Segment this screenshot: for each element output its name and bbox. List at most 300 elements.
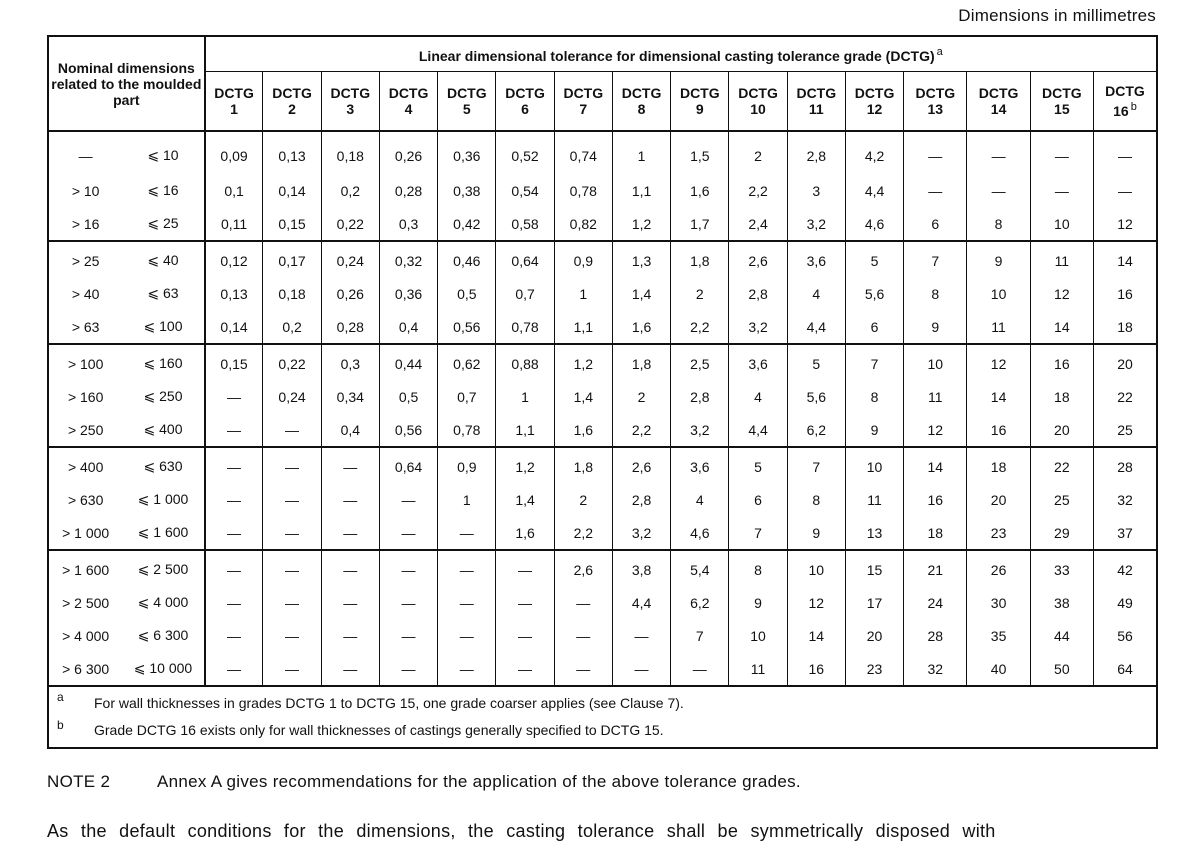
nominal-lower-bound: > 250 (67, 421, 104, 438)
tolerance-cell-dctg-5: — (438, 586, 496, 619)
tolerance-cell-dctg-13: 7 (904, 241, 967, 277)
tolerance-cell-dctg-10: 3,2 (729, 310, 787, 344)
tolerance-cell-dctg-9: 2,5 (671, 344, 729, 380)
tolerance-cell-dctg-7: 0,78 (554, 174, 612, 207)
grade-number: 11 (808, 101, 824, 117)
grade-number: 9 (695, 101, 704, 117)
tolerance-cell-dctg-9: 2,2 (671, 310, 729, 344)
tolerance-cell-dctg-6: — (496, 652, 554, 686)
tolerance-cell-dctg-10: 2,2 (729, 174, 787, 207)
tolerance-cell-dctg-1: 0,12 (205, 241, 263, 277)
tolerance-cell-dctg-15: 22 (1030, 447, 1093, 483)
tolerance-cell-dctg-1: — (205, 550, 263, 586)
grade-prefix: DCTG (505, 85, 545, 101)
tolerance-cell-dctg-13: 32 (904, 652, 967, 686)
tolerance-cell-dctg-16: — (1093, 131, 1157, 174)
tolerance-cell-dctg-12: 8 (845, 380, 903, 413)
tolerance-cell-dctg-7: 0,82 (554, 207, 612, 241)
tolerance-cell-dctg-12: 5,6 (845, 277, 903, 310)
tolerance-cell-dctg-14: 11 (967, 310, 1030, 344)
grade-number: 10 (750, 101, 766, 117)
nominal-lower-bound: > 160 (67, 388, 104, 405)
tolerance-cell-dctg-10: 6 (729, 483, 787, 516)
table-row (48, 516, 1157, 550)
tolerance-cell-dctg-16: 14 (1093, 241, 1157, 277)
tolerance-cell-dctg-9: 3,6 (671, 447, 729, 483)
tolerance-cell-dctg-3: — (321, 516, 379, 550)
tolerance-cell-dctg-7: — (554, 652, 612, 686)
grade-prefix: DCTG (272, 85, 312, 101)
nominal-lower-bound: > 40 (71, 285, 100, 302)
note-text: Annex A gives recommendations for the application of the above tolerance grades. (157, 772, 801, 791)
tolerance-cell-dctg-14: 23 (967, 516, 1030, 550)
footnote-text: For wall thicknesses in grades DCTG 1 to DCTG 15, one grade coarser applies (see Clause 7). (94, 695, 684, 711)
nominal-lower-bound: > 6 300 (62, 660, 110, 677)
tolerance-cell-dctg-13: 16 (904, 483, 967, 516)
tolerance-cell-dctg-2: — (263, 652, 321, 686)
note-2 (47, 772, 801, 792)
tolerance-cell-dctg-11: 2,8 (787, 131, 845, 174)
tolerance-cell-dctg-5: 0,7 (438, 380, 496, 413)
nominal-upper-bound: ⩽ 63 (147, 285, 179, 301)
tolerance-cell-dctg-14: 14 (967, 380, 1030, 413)
tolerance-cell-dctg-4: — (379, 652, 437, 686)
tolerance-cell-dctg-11: 12 (787, 586, 845, 619)
tolerance-cell-dctg-5: 0,42 (438, 207, 496, 241)
tolerance-cell-dctg-4: 0,3 (379, 207, 437, 241)
tolerance-cell-dctg-16: 18 (1093, 310, 1157, 344)
tolerance-cell-dctg-5: — (438, 550, 496, 586)
tolerance-cell-dctg-13: — (904, 174, 967, 207)
tolerance-cell-dctg-4: 0,56 (379, 413, 437, 447)
grade-prefix: DCTG (214, 85, 254, 101)
tolerance-cell-dctg-13: 12 (904, 413, 967, 447)
tolerance-cell-dctg-8: 1,8 (612, 344, 670, 380)
tolerance-cell-dctg-11: 14 (787, 619, 845, 652)
linear-tolerance-title (205, 36, 1157, 72)
grade-prefix: DCTG (854, 85, 895, 101)
grade-prefix: DCTG (621, 85, 662, 101)
footnote-ref-b: b (1130, 101, 1137, 113)
grade-prefix: DCTG (1042, 85, 1082, 101)
table-row (48, 652, 1157, 686)
nominal-dimensions-header: Nominal dimensions related to the moulded part (48, 36, 205, 131)
tolerance-cell-dctg-13: — (904, 131, 967, 174)
tolerance-cell-dctg-5: 0,78 (438, 413, 496, 447)
tolerance-cell-dctg-12: 5 (845, 241, 903, 277)
tolerance-cell-dctg-4: 0,4 (379, 310, 437, 344)
tolerance-cell-dctg-5: — (438, 652, 496, 686)
tolerance-table (47, 35, 1158, 749)
tolerance-cell-dctg-5: 0,46 (438, 241, 496, 277)
tolerance-cell-dctg-7: — (554, 586, 612, 619)
tolerance-cell-dctg-12: 11 (845, 483, 903, 516)
table-row (48, 241, 1157, 277)
tolerance-cell-dctg-9: 5,4 (671, 550, 729, 586)
tolerance-cell-dctg-7: 2,2 (554, 516, 612, 550)
grade-prefix: DCTG (563, 85, 604, 101)
nominal-upper-bound: ⩽ 2 500 (122, 550, 204, 586)
tolerance-cell-dctg-2: — (263, 550, 321, 586)
tolerance-cell-dctg-4: — (379, 550, 437, 586)
tolerance-cell-dctg-2: — (263, 516, 321, 550)
tolerance-cell-dctg-12: 23 (845, 652, 903, 686)
tolerance-cell-dctg-2: — (263, 447, 321, 483)
nominal-lower-bound: > 1 000 (62, 524, 110, 541)
footnote-b (48, 714, 1157, 748)
tolerance-cell-dctg-3: — (321, 586, 379, 619)
tolerance-cell-dctg-12: 10 (845, 447, 903, 483)
footnote-text: Grade DCTG 16 exists only for wall thicknesses of castings generally specified to DCTG 15. (94, 722, 664, 738)
tolerance-cell-dctg-5: 0,36 (438, 131, 496, 174)
tolerance-cell-dctg-14: 18 (967, 447, 1030, 483)
tolerance-cell-dctg-6: 1,1 (496, 413, 554, 447)
tolerance-cell-dctg-1: — (205, 447, 263, 483)
tolerance-cell-dctg-7: 1,2 (554, 344, 612, 380)
tolerance-cell-dctg-4: 0,28 (379, 174, 437, 207)
grade-number: 5 (462, 101, 471, 117)
tolerance-cell-dctg-10: 8 (729, 550, 787, 586)
tolerance-cell-dctg-7: 2 (554, 483, 612, 516)
grade-number: 3 (346, 101, 355, 117)
grade-number: 6 (521, 101, 529, 117)
tolerance-cell-dctg-12: 9 (845, 413, 903, 447)
grade-number: 8 (637, 101, 646, 117)
tolerance-cell-dctg-4: — (379, 483, 437, 516)
tolerance-cell-dctg-2: 0,24 (263, 380, 321, 413)
tolerance-cell-dctg-7: 0,9 (554, 241, 612, 277)
tolerance-cell-dctg-15: — (1030, 131, 1093, 174)
tolerance-cell-dctg-8: 2,6 (612, 447, 670, 483)
tolerance-cell-dctg-14: 9 (967, 241, 1030, 277)
tolerance-cell-dctg-11: 8 (787, 483, 845, 516)
tolerance-cell-dctg-16: 42 (1093, 550, 1157, 586)
grade-header-dctg-6 (496, 72, 554, 132)
tolerance-cell-dctg-9: 6,2 (671, 586, 729, 619)
grade-header-dctg-3 (321, 72, 379, 132)
tolerance-cell-dctg-5: 1 (438, 483, 496, 516)
nominal-lower-bound: — (78, 147, 93, 164)
tolerance-cell-dctg-11: 3,6 (787, 241, 845, 277)
nominal-upper-bound: ⩽ 1 000 (137, 491, 189, 507)
tolerance-cell-dctg-12: 4,2 (845, 131, 903, 174)
tolerance-cell-dctg-13: 6 (904, 207, 967, 241)
tolerance-cell-dctg-12: 4,6 (845, 207, 903, 241)
tolerance-cell-dctg-14: 12 (967, 344, 1030, 380)
tolerance-cell-dctg-3: — (321, 483, 379, 516)
tolerance-cell-dctg-16: 32 (1093, 483, 1157, 516)
tolerance-cell-dctg-16: 20 (1093, 344, 1157, 380)
nominal-lower-bound: > 16 (71, 215, 100, 232)
grade-number: 1 (230, 101, 238, 117)
tolerance-cell-dctg-3: 0,4 (321, 413, 379, 447)
table-row (48, 483, 1157, 516)
tolerance-cell-dctg-13: 11 (904, 380, 967, 413)
tolerance-cell-dctg-10: 7 (729, 516, 787, 550)
tolerance-cell-dctg-11: 3,2 (787, 207, 845, 241)
nominal-upper-bound: ⩽ 160 (122, 344, 204, 380)
tolerance-cell-dctg-4: 0,36 (379, 277, 437, 310)
grade-number: 4 (404, 101, 413, 117)
tolerance-cell-dctg-6: 1,6 (496, 516, 554, 550)
tolerance-cell-dctg-2: 0,18 (263, 277, 321, 310)
tolerance-cell-dctg-12: 6 (845, 310, 903, 344)
tolerance-cell-dctg-15: 33 (1030, 550, 1093, 586)
tolerance-cell-dctg-10: 9 (729, 586, 787, 619)
tolerance-cell-dctg-5: 0,9 (438, 447, 496, 483)
nominal-lower-bound: > 4 000 (62, 627, 110, 644)
tolerance-cell-dctg-9: 7 (671, 619, 729, 652)
grade-header-dctg-16 (1093, 72, 1157, 132)
tolerance-cell-dctg-9: 1,6 (671, 174, 729, 207)
tolerance-cell-dctg-14: 40 (967, 652, 1030, 686)
nominal-upper-bound: ⩽ 6 300 (137, 627, 189, 643)
tolerance-cell-dctg-9: 4 (671, 483, 729, 516)
tolerance-cell-dctg-4: 0,64 (379, 447, 437, 483)
grade-header-dctg-10 (729, 72, 787, 132)
tolerance-cell-dctg-1: — (205, 516, 263, 550)
tolerance-cell-dctg-3: — (321, 447, 379, 483)
nominal-lower-bound: > 63 (71, 318, 100, 335)
tolerance-cell-dctg-14: 35 (967, 619, 1030, 652)
tolerance-cell-dctg-16: 64 (1093, 652, 1157, 686)
grade-number: 13 (927, 101, 944, 117)
table-row (48, 413, 1157, 447)
nominal-lower-bound: > 1 600 (48, 550, 122, 586)
tolerance-cell-dctg-11: 7 (787, 447, 845, 483)
grade-header-dctg-8 (612, 72, 670, 132)
nominal-upper-bound: ⩽ 4 000 (137, 594, 189, 610)
tolerance-cell-dctg-13: 9 (904, 310, 967, 344)
footnote-label: b (57, 718, 64, 732)
tolerance-cell-dctg-10: 2,4 (729, 207, 787, 241)
table-row (48, 131, 1157, 174)
tolerance-cell-dctg-7: 1 (554, 277, 612, 310)
tolerance-cell-dctg-13: 24 (904, 586, 967, 619)
nominal-upper-bound: ⩽ 100 (143, 318, 183, 334)
tolerance-cell-dctg-11: 16 (787, 652, 845, 686)
tolerance-cell-dctg-1: 0,13 (205, 277, 263, 310)
grade-prefix: DCTG (446, 85, 487, 101)
tolerance-cell-dctg-2: 0,2 (263, 310, 321, 344)
grade-header-dctg-4 (379, 72, 437, 132)
grade-prefix: DCTG (330, 85, 371, 101)
tolerance-cell-dctg-5: 0,38 (438, 174, 496, 207)
tolerance-cell-dctg-4: 0,26 (379, 131, 437, 174)
tolerance-cell-dctg-1: — (205, 380, 263, 413)
tolerance-cell-dctg-2: 0,14 (263, 174, 321, 207)
tolerance-cell-dctg-11: 5,6 (787, 380, 845, 413)
tolerance-cell-dctg-11: 4,4 (787, 310, 845, 344)
nominal-upper-bound: ⩽ 10 (147, 147, 179, 163)
tolerance-cell-dctg-1: — (205, 652, 263, 686)
tolerance-cell-dctg-14: 20 (967, 483, 1030, 516)
tolerance-cell-dctg-6: 0,64 (496, 241, 554, 277)
tolerance-cell-dctg-13: 21 (904, 550, 967, 586)
table-row (48, 447, 1157, 483)
tolerance-cell-dctg-9: 1,7 (671, 207, 729, 241)
tolerance-cell-dctg-4: 0,5 (379, 380, 437, 413)
tolerance-cell-dctg-6: 0,78 (496, 310, 554, 344)
tolerance-cell-dctg-14: 10 (967, 277, 1030, 310)
tolerance-cell-dctg-6: 1,2 (496, 447, 554, 483)
tolerance-cell-dctg-7: 0,74 (554, 131, 612, 174)
tolerance-cell-dctg-13: 14 (904, 447, 967, 483)
tolerance-cell-dctg-5: — (438, 516, 496, 550)
tolerance-cell-dctg-2: — (263, 586, 321, 619)
tolerance-cell-dctg-6: — (496, 619, 554, 652)
table-row (48, 550, 1157, 586)
tolerance-cell-dctg-15: 29 (1030, 516, 1093, 550)
tolerance-cell-dctg-3: 0,26 (321, 277, 379, 310)
tolerance-cell-dctg-14: 30 (967, 586, 1030, 619)
footnote-row (48, 686, 1157, 714)
tolerance-cell-dctg-1: 0,09 (205, 131, 263, 174)
tolerance-cell-dctg-9: 2,8 (671, 380, 729, 413)
table-row (48, 277, 1157, 310)
tolerance-cell-dctg-6: 1,4 (496, 483, 554, 516)
tolerance-cell-dctg-16: — (1093, 174, 1157, 207)
tolerance-cell-dctg-13: 28 (904, 619, 967, 652)
nominal-upper-bound: ⩽ 250 (143, 388, 183, 404)
tolerance-cell-dctg-14: 26 (967, 550, 1030, 586)
tolerance-cell-dctg-12: 4,4 (845, 174, 903, 207)
tolerance-cell-dctg-16: 37 (1093, 516, 1157, 550)
tolerance-cell-dctg-15: 11 (1030, 241, 1093, 277)
footnote-a (48, 686, 1157, 714)
nominal-upper-bound: ⩽ 400 (143, 421, 183, 437)
tolerance-cell-dctg-14: — (967, 131, 1030, 174)
tolerance-cell-dctg-13: 10 (904, 344, 967, 380)
nominal-upper-bound: ⩽ 16 (147, 182, 179, 198)
tolerance-cell-dctg-6: 0,88 (496, 344, 554, 380)
tolerance-cell-dctg-12: 15 (845, 550, 903, 586)
grade-header-dctg-13 (904, 72, 967, 132)
dimensions-note: Dimensions in millimetres (958, 6, 1156, 25)
tolerance-cell-dctg-10: 3,6 (729, 344, 787, 380)
tolerance-cell-dctg-8: — (612, 619, 670, 652)
grade-prefix: DCTG (915, 85, 956, 101)
tolerance-cell-dctg-3: 0,3 (321, 344, 379, 380)
tolerance-cell-dctg-6: 0,58 (496, 207, 554, 241)
tolerance-cell-dctg-15: 18 (1030, 380, 1093, 413)
grade-header-dctg-15 (1030, 72, 1093, 132)
tolerance-table-body (48, 131, 1157, 748)
tolerance-cell-dctg-11: 10 (787, 550, 845, 586)
tolerance-cell-dctg-9: 1,5 (671, 131, 729, 174)
nominal-lower-bound: > 630 (67, 491, 104, 508)
tolerance-cell-dctg-8: 2,8 (612, 483, 670, 516)
tolerance-cell-dctg-2: — (263, 619, 321, 652)
tolerance-cell-dctg-13: 18 (904, 516, 967, 550)
tolerance-cell-dctg-1: 0,15 (205, 344, 263, 380)
nominal-upper-bound: ⩽ 40 (122, 241, 204, 277)
tolerance-cell-dctg-10: 4,4 (729, 413, 787, 447)
tolerance-cell-dctg-16: 16 (1093, 277, 1157, 310)
tolerance-cell-dctg-10: 11 (729, 652, 787, 686)
nominal-lower-bound: > 2 500 (62, 594, 110, 611)
tolerance-cell-dctg-10: 2,8 (729, 277, 787, 310)
tolerance-cell-dctg-2: 0,22 (263, 344, 321, 380)
tolerance-cell-dctg-8: 4,4 (612, 586, 670, 619)
tolerance-cell-dctg-8: — (612, 652, 670, 686)
grade-prefix: DCTG (738, 85, 778, 101)
tolerance-cell-dctg-16: 56 (1093, 619, 1157, 652)
tolerance-cell-dctg-11: 4 (787, 277, 845, 310)
grade-header-dctg-1 (205, 72, 263, 132)
grade-header-dctg-14 (967, 72, 1030, 132)
tolerance-cell-dctg-9: 4,6 (671, 516, 729, 550)
footnote-row (48, 714, 1157, 748)
tolerance-cell-dctg-10: 2,6 (729, 241, 787, 277)
tolerance-cell-dctg-7: 1,4 (554, 380, 612, 413)
tolerance-cell-dctg-7: 1,8 (554, 447, 612, 483)
tolerance-cell-dctg-3: 0,2 (321, 174, 379, 207)
tolerance-cell-dctg-14: 8 (967, 207, 1030, 241)
tolerance-cell-dctg-6: — (496, 550, 554, 586)
tolerance-cell-dctg-9: — (671, 652, 729, 686)
tolerance-cell-dctg-7: 1,6 (554, 413, 612, 447)
tolerance-cell-dctg-12: 20 (845, 619, 903, 652)
tolerance-cell-dctg-8: 1,3 (612, 241, 670, 277)
tolerance-cell-dctg-15: 14 (1030, 310, 1093, 344)
table-row (48, 586, 1157, 619)
tolerance-cell-dctg-11: 9 (787, 516, 845, 550)
grade-prefix: DCTG (679, 85, 720, 101)
tolerance-cell-dctg-8: 3,8 (612, 550, 670, 586)
grade-header-dctg-2 (263, 72, 321, 132)
grade-header-row (48, 72, 1157, 132)
grade-prefix: DCTG (978, 85, 1019, 101)
tolerance-cell-dctg-1: — (205, 483, 263, 516)
tolerance-cell-dctg-3: — (321, 619, 379, 652)
tolerance-cell-dctg-1: — (205, 413, 263, 447)
tolerance-cell-dctg-15: 44 (1030, 619, 1093, 652)
tolerance-cell-dctg-2: 0,15 (263, 207, 321, 241)
tolerance-cell-dctg-3: — (321, 652, 379, 686)
tolerance-cell-dctg-4: — (379, 516, 437, 550)
grade-header-dctg-7 (554, 72, 612, 132)
tolerance-cell-dctg-4: — (379, 586, 437, 619)
tolerance-cell-dctg-10: 2 (729, 131, 787, 174)
tolerance-cell-dctg-15: 10 (1030, 207, 1093, 241)
tolerance-cell-dctg-1: 0,1 (205, 174, 263, 207)
tolerance-cell-dctg-4: 0,44 (379, 344, 437, 380)
tolerance-cell-dctg-8: 1,1 (612, 174, 670, 207)
tolerance-cell-dctg-10: 5 (729, 447, 787, 483)
tolerance-cell-dctg-15: 38 (1030, 586, 1093, 619)
tolerance-cell-dctg-8: 2 (612, 380, 670, 413)
tolerance-cell-dctg-8: 1,4 (612, 277, 670, 310)
grade-number: 16 (1113, 103, 1129, 119)
tolerance-cell-dctg-14: — (967, 174, 1030, 207)
table-row (48, 380, 1157, 413)
tolerance-cell-dctg-15: — (1030, 174, 1093, 207)
tolerance-cell-dctg-4: — (379, 619, 437, 652)
nominal-lower-bound: > 10 (71, 182, 100, 199)
tolerance-cell-dctg-15: 20 (1030, 413, 1093, 447)
tolerance-cell-dctg-10: 4 (729, 380, 787, 413)
grade-header-dctg-5 (438, 72, 496, 132)
grade-number: 7 (579, 101, 588, 117)
footnote-ref-a: a (936, 46, 943, 58)
tolerance-cell-dctg-9: 2 (671, 277, 729, 310)
tolerance-cell-dctg-8: 1,2 (612, 207, 670, 241)
tolerance-cell-dctg-8: 2,2 (612, 413, 670, 447)
tolerance-cell-dctg-16: 28 (1093, 447, 1157, 483)
tolerance-cell-dctg-8: 1 (612, 131, 670, 174)
tolerance-cell-dctg-13: 8 (904, 277, 967, 310)
